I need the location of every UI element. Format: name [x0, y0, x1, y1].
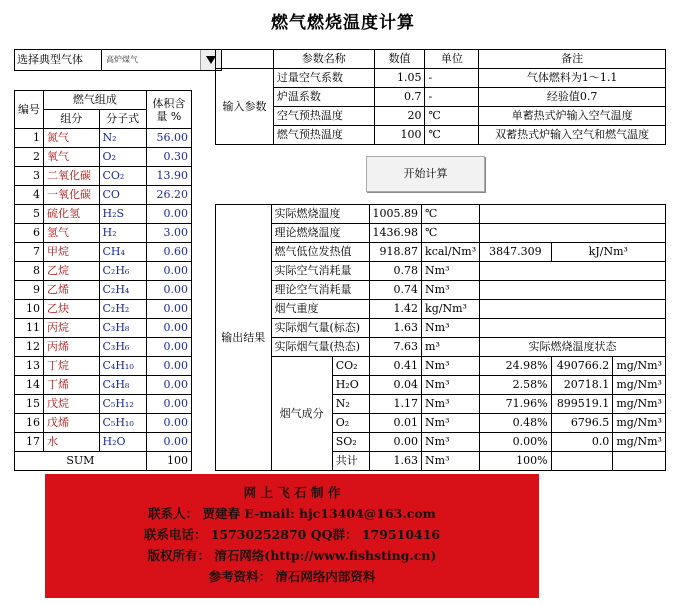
header-volume: 体积含量 % — [146, 91, 191, 129]
gas-component-name: 乙炔 — [44, 300, 100, 319]
gas-component-name: 戊烯 — [44, 414, 100, 433]
output-group-label: 输出结果 — [216, 205, 272, 471]
param-value[interactable]: 0.7 — [374, 88, 425, 107]
gas-index: 11 — [15, 319, 44, 338]
gas-component-name: 二氧化碳 — [44, 167, 100, 186]
gas-type-label: 选择典型气体 — [15, 50, 102, 70]
flue-gas-volume: 0.01 — [369, 414, 422, 433]
output-empty — [480, 262, 666, 281]
header-param-name: 参数名称 — [273, 50, 374, 69]
output-name: 实际空气消耗量 — [271, 262, 369, 281]
flue-gas-concentration-unit: mg/Nm³ — [613, 433, 666, 452]
gas-row — [15, 262, 192, 281]
sum-label: SUM — [15, 452, 147, 471]
gas-row — [15, 186, 192, 205]
flue-gas-volume: 0.41 — [369, 357, 422, 376]
gas-component-name: 丙烷 — [44, 319, 100, 338]
gas-volume-input[interactable]: 13.90 — [146, 167, 191, 186]
gas-formula: CO — [99, 186, 146, 205]
flue-gas-unit: Nm³ — [422, 376, 480, 395]
gas-component-name: 丁烯 — [44, 376, 100, 395]
output-name: 实际燃烧温度 — [271, 205, 369, 224]
output-value: 1436.98 — [369, 224, 422, 243]
flue-gas-concentration — [551, 452, 613, 471]
output-row — [216, 262, 666, 281]
gas-volume-input[interactable]: 0.60 — [146, 243, 191, 262]
gas-component-name: 戊烷 — [44, 395, 100, 414]
output-name: 实际烟气量(热态) — [271, 338, 369, 357]
gas-volume-input[interactable]: 0.00 — [146, 414, 191, 433]
output-value: 0.74 — [369, 281, 422, 300]
input-params-table — [215, 49, 666, 145]
gas-formula: C₄H₁₀ — [99, 357, 146, 376]
gas-row — [15, 243, 192, 262]
gas-component-name: 丁烷 — [44, 357, 100, 376]
flue-gas-percent: 0.48% — [480, 414, 551, 433]
gas-index: 4 — [15, 186, 44, 205]
output-unit: Nm³ — [422, 281, 480, 300]
gas-formula: C₂H₆ — [99, 262, 146, 281]
flue-gas-name: CO₂ — [332, 357, 369, 376]
header-param-note: 备注 — [479, 50, 666, 69]
gas-volume-input[interactable]: 26.20 — [146, 186, 191, 205]
gas-index: 10 — [15, 300, 44, 319]
gas-row — [15, 148, 192, 167]
gas-volume-input[interactable]: 0.00 — [146, 262, 191, 281]
gas-index: 3 — [15, 167, 44, 186]
gas-formula: H₂O — [99, 433, 146, 452]
output-row — [216, 205, 666, 224]
page-title: 燃气燃烧温度计算 — [271, 13, 415, 33]
flue-gas-name: 共计 — [332, 452, 369, 471]
gas-row — [15, 281, 192, 300]
flue-gas-concentration: 899519.1 — [551, 395, 613, 414]
gas-component-name: 乙烯 — [44, 281, 100, 300]
gas-index: 6 — [15, 224, 44, 243]
output-unit: kg/Nm³ — [422, 300, 480, 319]
gas-component-name: 氧气 — [44, 148, 100, 167]
flue-gas-concentration-unit: mg/Nm³ — [613, 376, 666, 395]
param-unit: ℃ — [425, 126, 479, 145]
flue-gas-volume: 1.63 — [369, 452, 422, 471]
flue-gas-concentration-unit: mg/Nm³ — [613, 414, 666, 433]
output-row — [216, 281, 666, 300]
gas-volume-input[interactable]: 0.00 — [146, 281, 191, 300]
gas-row — [15, 376, 192, 395]
param-note: 经验值0.7 — [479, 88, 666, 107]
gas-formula: C₅H₁₀ — [99, 414, 146, 433]
param-unit: - — [425, 69, 479, 88]
gas-type-value[interactable]: 高炉煤气 — [106, 55, 138, 64]
credits-banner — [45, 474, 539, 598]
output-unit: Nm³ — [422, 262, 480, 281]
output-name: 烟气重度 — [271, 300, 369, 319]
gas-row — [15, 357, 192, 376]
output-empty — [480, 300, 666, 319]
header-component: 组分 — [44, 110, 100, 129]
flue-gas-concentration-unit: mg/Nm³ — [613, 357, 666, 376]
output-value: 7.63 — [369, 338, 422, 357]
param-unit: - — [425, 88, 479, 107]
param-note: 单蓄热式炉输入空气温度 — [479, 107, 666, 126]
output-row — [216, 338, 666, 357]
header-param-unit: 单位 — [425, 50, 479, 69]
output-value: 1.63 — [369, 319, 422, 338]
output-unit: Nm³ — [422, 319, 480, 338]
flue-gas-percent: 2.58% — [480, 376, 551, 395]
gas-index: 14 — [15, 376, 44, 395]
gas-row — [15, 395, 192, 414]
flue-gas-volume: 0.04 — [369, 376, 422, 395]
flue-gas-unit: Nm³ — [422, 357, 480, 376]
gas-row — [15, 224, 192, 243]
gas-formula: H₂ — [99, 224, 146, 243]
gas-row — [15, 414, 192, 433]
flue-gas-concentration-unit — [613, 452, 666, 471]
output-name: 理论空气消耗量 — [271, 281, 369, 300]
flue-gas-concentration: 490766.2 — [551, 357, 613, 376]
header-formula: 分子式 — [99, 110, 146, 129]
output-unit: m³ — [422, 338, 480, 357]
gas-volume-input[interactable]: 0.00 — [146, 395, 191, 414]
param-note: 气体燃料为1～1.1 — [479, 69, 666, 88]
banner-line-contact: 联系人： 贾建春 E-mail: hjc13404@163.com — [148, 506, 436, 521]
header-index: 编号 — [15, 91, 44, 129]
param-name: 空气预热温度 — [273, 107, 374, 126]
banner-line-phone: 联系电话： 15730252870 QQ群： 179510416 — [143, 527, 441, 542]
gas-composition-table — [14, 90, 192, 471]
flue-gas-concentration-unit: mg/Nm³ — [613, 395, 666, 414]
gas-volume-input[interactable]: 3.00 — [146, 224, 191, 243]
start-calculation-button[interactable]: 开始计算 — [366, 156, 485, 192]
gas-formula: C₅H₁₂ — [99, 395, 146, 414]
flue-gas-percent: 24.98% — [480, 357, 551, 376]
flue-gas-concentration: 6796.5 — [551, 414, 613, 433]
flue-gas-unit: Nm³ — [422, 452, 480, 471]
gas-volume-input[interactable]: 0.00 — [146, 319, 191, 338]
output-unit: kcal/Nm³ — [422, 243, 480, 262]
gas-row — [15, 300, 192, 319]
gas-volume-input[interactable]: 0.00 — [146, 357, 191, 376]
gas-index: 16 — [15, 414, 44, 433]
gas-component-name: 一氧化碳 — [44, 186, 100, 205]
banner-line-reference: 参考资料： 淯石网络内部资料 — [208, 569, 376, 584]
output-row — [216, 224, 666, 243]
output-extra-value: 3847.309 — [480, 243, 551, 262]
gas-formula: N₂ — [99, 129, 146, 148]
flue-gas-name: H₂O — [332, 376, 369, 395]
output-row — [216, 243, 666, 262]
output-row — [216, 300, 666, 319]
output-name: 实际烟气量(标态) — [271, 319, 369, 338]
gas-volume-input[interactable]: 0.00 — [146, 205, 191, 224]
gas-row — [15, 167, 192, 186]
output-empty — [480, 319, 666, 338]
gas-component-name: 水 — [44, 433, 100, 452]
gas-index: 2 — [15, 148, 44, 167]
gas-formula: C₂H₄ — [99, 281, 146, 300]
gas-component-name: 硫化氢 — [44, 205, 100, 224]
gas-component-name: 丙烯 — [44, 338, 100, 357]
gas-component-name: 乙烷 — [44, 262, 100, 281]
gas-index: 9 — [15, 281, 44, 300]
gas-row — [15, 205, 192, 224]
gas-volume-input[interactable]: 0.00 — [146, 376, 191, 395]
output-value: 0.78 — [369, 262, 422, 281]
gas-volume-input[interactable]: 0.30 — [146, 148, 191, 167]
flue-gas-concentration: 20718.1 — [551, 376, 613, 395]
gas-component-name: 甲烷 — [44, 243, 100, 262]
flue-gas-concentration: 0.0 — [551, 433, 613, 452]
flue-group-label: 烟气成分 — [271, 357, 332, 471]
param-value[interactable]: 20 — [374, 107, 425, 126]
gas-formula: C₃H₈ — [99, 319, 146, 338]
gas-formula: H₂S — [99, 205, 146, 224]
param-name: 燃气预热温度 — [273, 126, 374, 145]
gas-formula: CH₄ — [99, 243, 146, 262]
gas-type-selector[interactable] — [14, 49, 222, 71]
output-unit: ℃ — [422, 224, 480, 243]
gas-component-name: 氢气 — [44, 224, 100, 243]
output-value: 1.42 — [369, 300, 422, 319]
flue-row — [216, 357, 666, 376]
gas-volume-input[interactable]: 0.00 — [146, 338, 191, 357]
gas-index: 7 — [15, 243, 44, 262]
gas-row — [15, 433, 192, 452]
output-unit: ℃ — [422, 205, 480, 224]
flue-gas-percent: 0.00% — [480, 433, 551, 452]
output-row — [216, 319, 666, 338]
param-name: 炉温系数 — [273, 88, 374, 107]
banner-line-copyright: 版权所有： 淯石网络(http://www.fishsting.cn) — [147, 548, 437, 563]
param-name: 过量空气系数 — [273, 69, 374, 88]
gas-formula: C₃H₆ — [99, 338, 146, 357]
flue-gas-volume: 0.00 — [369, 433, 422, 452]
gas-index: 5 — [15, 205, 44, 224]
param-value[interactable]: 100 — [374, 126, 425, 145]
gas-formula: O₂ — [99, 148, 146, 167]
output-empty — [480, 281, 666, 300]
gas-volume-input[interactable]: 0.00 — [146, 300, 191, 319]
flue-gas-name: SO₂ — [332, 433, 369, 452]
gas-row — [15, 338, 192, 357]
flue-gas-percent: 100% — [480, 452, 551, 471]
gas-index: 17 — [15, 433, 44, 452]
header-group: 燃气组成 — [44, 91, 147, 110]
sum-value[interactable]: 100 — [146, 452, 191, 471]
flue-gas-unit: Nm³ — [422, 414, 480, 433]
output-table — [215, 204, 666, 471]
param-unit: ℃ — [425, 107, 479, 126]
gas-index: 13 — [15, 357, 44, 376]
gas-index: 8 — [15, 262, 44, 281]
gas-index: 15 — [15, 395, 44, 414]
param-note: 双蓄热式炉输入空气和燃气温度 — [479, 126, 666, 145]
flue-gas-volume: 1.17 — [369, 395, 422, 414]
input-group-label: 输入参数 — [216, 69, 274, 145]
gas-index: 12 — [15, 338, 44, 357]
gas-component-name: 氮气 — [44, 129, 100, 148]
flue-gas-percent: 71.96% — [480, 395, 551, 414]
output-name: 理论燃烧温度 — [271, 224, 369, 243]
flue-gas-name: O₂ — [332, 414, 369, 433]
header-param-value: 数值 — [374, 50, 425, 69]
output-extra-label: 实际燃烧温度状态 — [480, 338, 666, 357]
gas-formula: C₄H₈ — [99, 376, 146, 395]
banner-line-author: 网 上 飞 石 制 作 — [243, 485, 341, 500]
gas-volume-input[interactable]: 0.00 — [146, 433, 191, 452]
output-empty — [480, 224, 666, 243]
gas-formula: C₂H₂ — [99, 300, 146, 319]
gas-index: 1 — [15, 129, 44, 148]
flue-gas-unit: Nm³ — [422, 433, 480, 452]
flue-gas-unit: Nm³ — [422, 395, 480, 414]
output-value: 918.87 — [369, 243, 422, 262]
gas-row — [15, 129, 192, 148]
output-extra-unit: kJ/Nm³ — [551, 243, 665, 262]
gas-row — [15, 319, 192, 338]
output-value: 1005.89 — [369, 205, 422, 224]
gas-volume-input[interactable]: 56.00 — [146, 129, 191, 148]
output-name: 燃气低位发热值 — [271, 243, 369, 262]
flue-gas-name: N₂ — [332, 395, 369, 414]
param-value[interactable]: 1.05 — [374, 69, 425, 88]
gas-formula: CO₂ — [99, 167, 146, 186]
output-empty — [480, 205, 666, 224]
